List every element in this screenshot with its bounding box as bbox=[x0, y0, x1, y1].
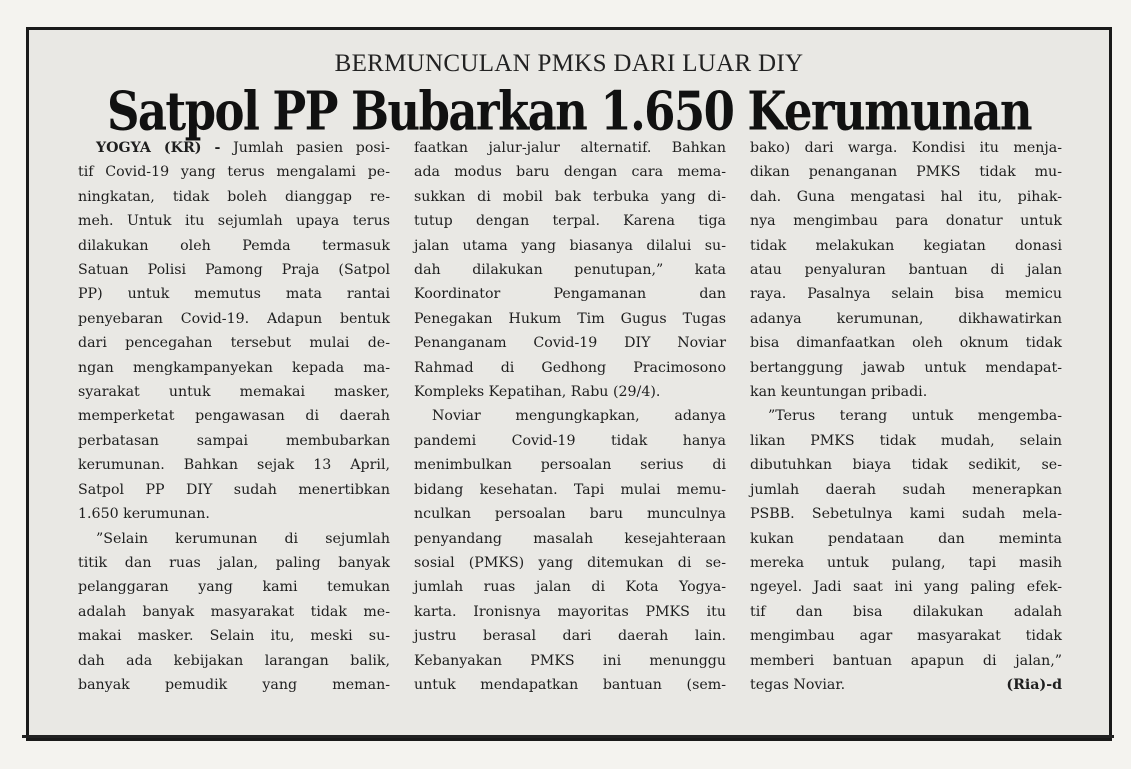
text-line: meh. Untuk itu sejumlah upaya terus bbox=[78, 213, 390, 230]
text-line: PSBB. Sebetulnya kami sudah mela- bbox=[750, 506, 1062, 523]
text-line: adalah banyak masyarakat tidak me- bbox=[78, 603, 390, 620]
text-line: Penegakan Hukum Tim Gugus Tugas bbox=[414, 310, 726, 327]
text-line: penyebaran Covid-19. Adapun bentuk bbox=[78, 310, 390, 327]
author-credit: (Ria)-d bbox=[1006, 676, 1062, 693]
text-line: ada modus baru dengan cara mema- bbox=[414, 164, 726, 181]
text-line: dilakukan oleh Pemda termasuk bbox=[78, 237, 390, 254]
text-line: Kebanyakan PMKS ini menunggu bbox=[414, 652, 726, 669]
text-line: syarakat untuk memakai masker, bbox=[78, 384, 390, 401]
text-line: raya. Pasalnya selain bisa memicu bbox=[750, 286, 1062, 303]
text-line: YOGYA (KR) - Jumlah pasien posi- bbox=[96, 140, 390, 156]
text-line: bisa dimanfaatkan oleh oknum tidak bbox=[750, 335, 1062, 352]
text-line: ningkatan, tidak boleh dianggap re- bbox=[78, 188, 390, 205]
text-line: dibutuhkan biaya tidak sedikit, se- bbox=[750, 457, 1062, 474]
article-headline: Satpol PP Bubarkan 1.650 Kerumunan bbox=[106, 80, 1032, 143]
text-line: tif Covid-19 yang terus mengalami pe- bbox=[78, 164, 390, 181]
text-line: Penanganam Covid-19 DIY Noviar bbox=[414, 335, 726, 352]
bottom-rule bbox=[22, 735, 1114, 738]
text-line: pelanggaran yang kami temukan bbox=[78, 579, 390, 596]
text-line: pandemi Covid-19 tidak hanya bbox=[414, 432, 726, 449]
text-line: tegas Noviar. (Ria)-d bbox=[750, 673, 1062, 697]
text-line: jumlah ruas jalan di Kota Yogya- bbox=[414, 579, 726, 596]
text-line: PP) untuk memutus mata rantai bbox=[78, 286, 390, 303]
text-line: ngeyel. Jadi saat ini yang paling efek- bbox=[750, 579, 1062, 596]
text-line: bidang kesehatan. Tapi mulai memu- bbox=[414, 481, 726, 498]
text-line: sukkan di mobil bak terbuka yang di- bbox=[414, 188, 726, 205]
text-line: kan keuntungan pribadi. bbox=[750, 384, 928, 401]
text-line: ”Terus terang untuk mengemba- bbox=[768, 408, 1062, 425]
text-line: justru berasal dari daerah lain. bbox=[414, 628, 726, 645]
article-kicker: BERMUNCULAN PMKS DARI LUAR DIY bbox=[334, 50, 804, 77]
article-column-3 bbox=[750, 136, 1062, 697]
article-column-1 bbox=[78, 136, 390, 697]
text-line: atau penyaluran bantuan di jalan bbox=[750, 262, 1062, 279]
text-line: 1.650 kerumunan. bbox=[78, 506, 210, 523]
text-line: jalan utama yang biasanya dilalui su- bbox=[414, 237, 726, 254]
text-line: makai masker. Selain itu, meski su- bbox=[78, 628, 390, 645]
dateline: YOGYA (KR) - bbox=[96, 140, 221, 156]
text-line: tidak melakukan kegiatan donasi bbox=[750, 237, 1062, 254]
text-line: dah dilakukan penutupan,” kata bbox=[414, 262, 726, 279]
text-line: ”Selain kerumunan di sejumlah bbox=[96, 530, 390, 547]
text-line: nculkan persoalan baru munculnya bbox=[414, 506, 726, 523]
text-line: Satuan Polisi Pamong Praja (Satpol bbox=[78, 262, 390, 279]
text-line: faatkan jalur-jalur alternatif. Bahkan bbox=[414, 140, 726, 156]
text-line: jumlah daerah sudah menerapkan bbox=[750, 481, 1062, 498]
text-line: tif dan bisa dilakukan adalah bbox=[750, 603, 1062, 620]
text-line: Kompleks Kepatihan, Rabu (29/4). bbox=[414, 384, 661, 401]
text-line: menimbulkan persoalan serius di bbox=[414, 457, 726, 474]
text-line: mengimbau agar masyarakat tidak bbox=[750, 628, 1062, 645]
text-line: dah ada kebijakan larangan balik, bbox=[78, 652, 390, 669]
text-line: adanya kerumunan, dikhawatirkan bbox=[750, 310, 1062, 327]
text-line: dikan penanganan PMKS tidak mu- bbox=[750, 164, 1062, 181]
text-line: tutup dengan terpal. Karena tiga bbox=[414, 213, 726, 230]
text-line: memberi bantuan apapun di jalan,” bbox=[750, 652, 1062, 669]
text-line: perbatasan sampai membubarkan bbox=[78, 432, 390, 449]
text-line: Rahmad di Gedhong Pracimosono bbox=[414, 359, 726, 376]
text-line: Noviar mengungkapkan, adanya bbox=[432, 408, 726, 425]
text-line: bertanggung jawab untuk mendapat- bbox=[750, 359, 1062, 376]
text-line: kukan pendataan dan meminta bbox=[750, 530, 1062, 547]
text-line: dah. Guna mengatasi hal itu, pihak- bbox=[750, 188, 1062, 205]
text-line: titik dan ruas jalan, paling banyak bbox=[78, 554, 390, 571]
text-line: nya mengimbau para donatur untuk bbox=[750, 213, 1062, 230]
text-line: memperketat pengawasan di daerah bbox=[78, 408, 390, 425]
text-line: Koordinator Pengamanan dan bbox=[414, 286, 726, 303]
text-line: untuk mendapatkan bantuan (sem- bbox=[414, 676, 726, 693]
text-line: mereka untuk pulang, tapi masih bbox=[750, 554, 1062, 571]
text-line: karta. Ironisnya mayoritas PMKS itu bbox=[414, 603, 726, 620]
text-line: kerumunan. Bahkan sejak 13 April, bbox=[78, 457, 390, 474]
text-line: Satpol PP DIY sudah menertibkan bbox=[78, 481, 390, 498]
text-line: dari pencegahan tersebut mulai de- bbox=[78, 335, 390, 352]
text-line: penyandang masalah kesejahteraan bbox=[414, 530, 726, 547]
text-line: sosial (PMKS) yang ditemukan di se- bbox=[414, 554, 726, 571]
text-line: banyak pemudik yang meman- bbox=[78, 676, 390, 693]
text-line: ngan mengkampanyekan kepada ma- bbox=[78, 359, 390, 376]
text-line: bako) dari warga. Kondisi itu menja- bbox=[750, 140, 1062, 156]
text-line: likan PMKS tidak mudah, selain bbox=[750, 432, 1062, 449]
article-column-2 bbox=[414, 136, 726, 697]
